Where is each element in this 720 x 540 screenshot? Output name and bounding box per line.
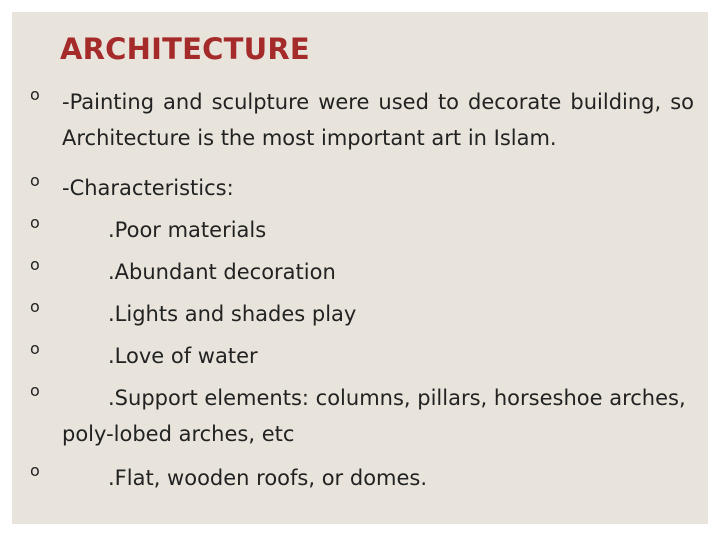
bullet-circle-icon: o [30, 461, 40, 480]
bullet-circle-icon: o [30, 297, 40, 316]
slide [12, 12, 708, 524]
bullet-item [26, 170, 694, 206]
bullet-text: .Poor materials [108, 218, 267, 242]
bullet-item [26, 460, 694, 496]
bullet-text: .Love of water [108, 344, 258, 368]
bullet-item [26, 84, 694, 156]
bullet-text: .Lights and shades play [108, 302, 357, 326]
bullet-text: -Characteristics: [62, 176, 234, 200]
bullet-list [26, 84, 694, 496]
bullet-item [26, 212, 694, 248]
bullet-circle-icon: o [30, 171, 40, 190]
bullet-circle-icon: o [30, 339, 40, 358]
bullet-text: -Painting and sculpture were used to decorate building, so Architecture is the most important art in Islam. [62, 90, 694, 150]
bullet-text: .Flat, wooden roofs, or domes. [108, 466, 428, 490]
bullet-item [26, 380, 694, 452]
bullet-circle-icon: o [30, 213, 40, 232]
bullet-circle-icon: o [30, 255, 40, 274]
bullet-item [26, 254, 694, 290]
bullet-item [26, 338, 694, 374]
bullet-circle-icon: o [30, 85, 40, 104]
bullet-text: .Abundant decoration [108, 260, 336, 284]
bullet-circle-icon: o [30, 381, 40, 400]
slide-title: ARCHITECTURE [60, 32, 310, 66]
bullet-item [26, 296, 694, 332]
bullet-text: .Support elements: columns, pillars, horseshoe arches, poly-lobed arches, etc [62, 386, 686, 446]
